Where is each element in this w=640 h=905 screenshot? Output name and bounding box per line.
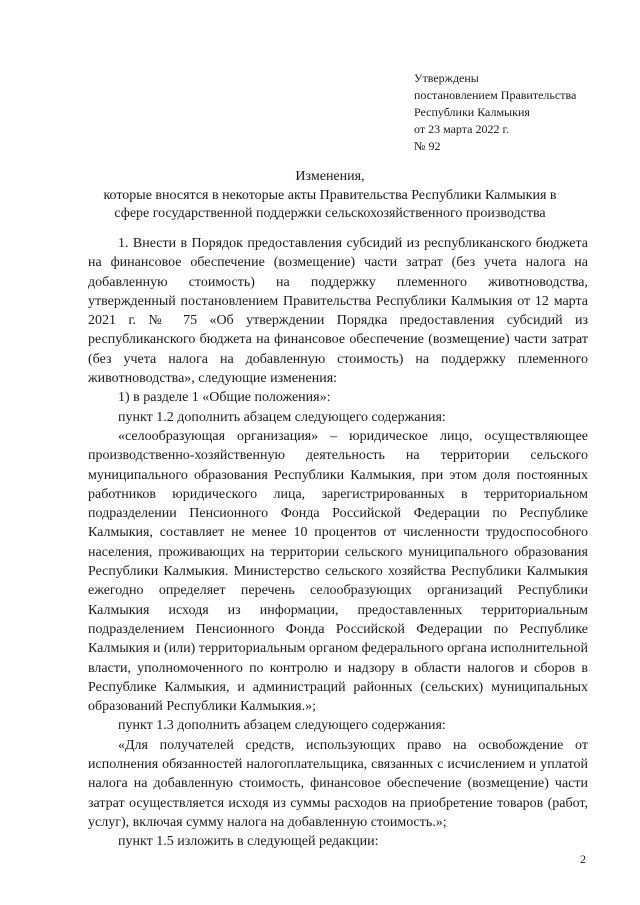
body-paragraph: пункт 1.5 изложить в следующей редакции: [118,834,379,850]
heading-subtitle-line: сфере государственной поддержки сельскохозяйственного производства [114,206,546,221]
document-heading [60,168,600,224]
heading-title: Изменения, [295,169,365,184]
body-paragraph: 1. Внести в Порядок предоставления субсидий из республиканского бюджета на финансовое обеспечение (возмещение) части затрат (без учета налога на добавленную стоимость) на поддержку племенного животноводства, утвержденный постановлением Правительства Республики Калмыкия от 12 марта 2021 г. № 75 «Об утверждении Порядка предоставления субсидий из республиканского бюджета на финансовое обеспечение (возмещение) части затрат (без учета налога на добавленную стоимость) на поддержку племенного животноводства», следующие изменения: [88,236,588,387]
approval-line: постановлением Правительства [414,88,577,102]
approval-line: от 23 марта 2022 г. [414,122,510,136]
approval-line: № 92 [414,139,441,153]
approval-stamp [414,70,576,155]
body-paragraph: «Для получателей средств, использующих право на освобождение от исполнения обязанностей налогоплательщика, связанных с исчислением и уплатой налога на добавленную стоимость, финансовое обеспечение (возмещение) части затрат осуществляется исходя из суммы расходов на приобретение товаров (работ, услуг), включая сумму налога на добавленную стоимость.»; [88,737,588,830]
page-number: 2 [580,852,586,866]
approval-line: Утверждены [414,71,479,85]
body-paragraph: пункт 1.2 дополнить абзацем следующего содержания: [118,409,446,425]
body-paragraph: 1) в разделе 1 «Общие положения»: [118,390,331,406]
heading-subtitle-line: которые вносятся в некоторые акты Правительства Республики Калмыкия в [103,187,557,203]
body-paragraph: пункт 1.3 дополнить абзацем следующего содержания: [118,718,446,734]
body-paragraph: «селообразующая организация» – юридическое лицо, осуществляющее производственно-хозяйственную деятельность на территории сельского муниципального образования Республики Калмыкия, при этом доля постоянных работников юридического лица, зарегистрированных в территориальном подразделении Пенсионного Фонда Российской Федерации по Республике Калмыкия, составляет не менее 10 процентов от численности трудоспособного населения, проживающих на территории сельского муниципального образования Республики Калмыкия. Министерство сельского хозяйства Республики Калмыкия ежегодно определяет перечень селообразующих организаций Республики Калмыкия исходя из информации, предоставленных территориальным подразделением Пенсионного Фонда Российской Федерации по Республике Калмыкия и (или) территориальным органом федерального органа исполнительной власти, уполномоченного по контролю и надзору в области налогов и сборов в Республике Калмыкия, и администраций районных (сельских) муниципальных образований Республики Калмыкия.»; [88,428,588,715]
document-body [88,234,588,852]
approval-line: Республики Калмыкия [414,105,530,119]
